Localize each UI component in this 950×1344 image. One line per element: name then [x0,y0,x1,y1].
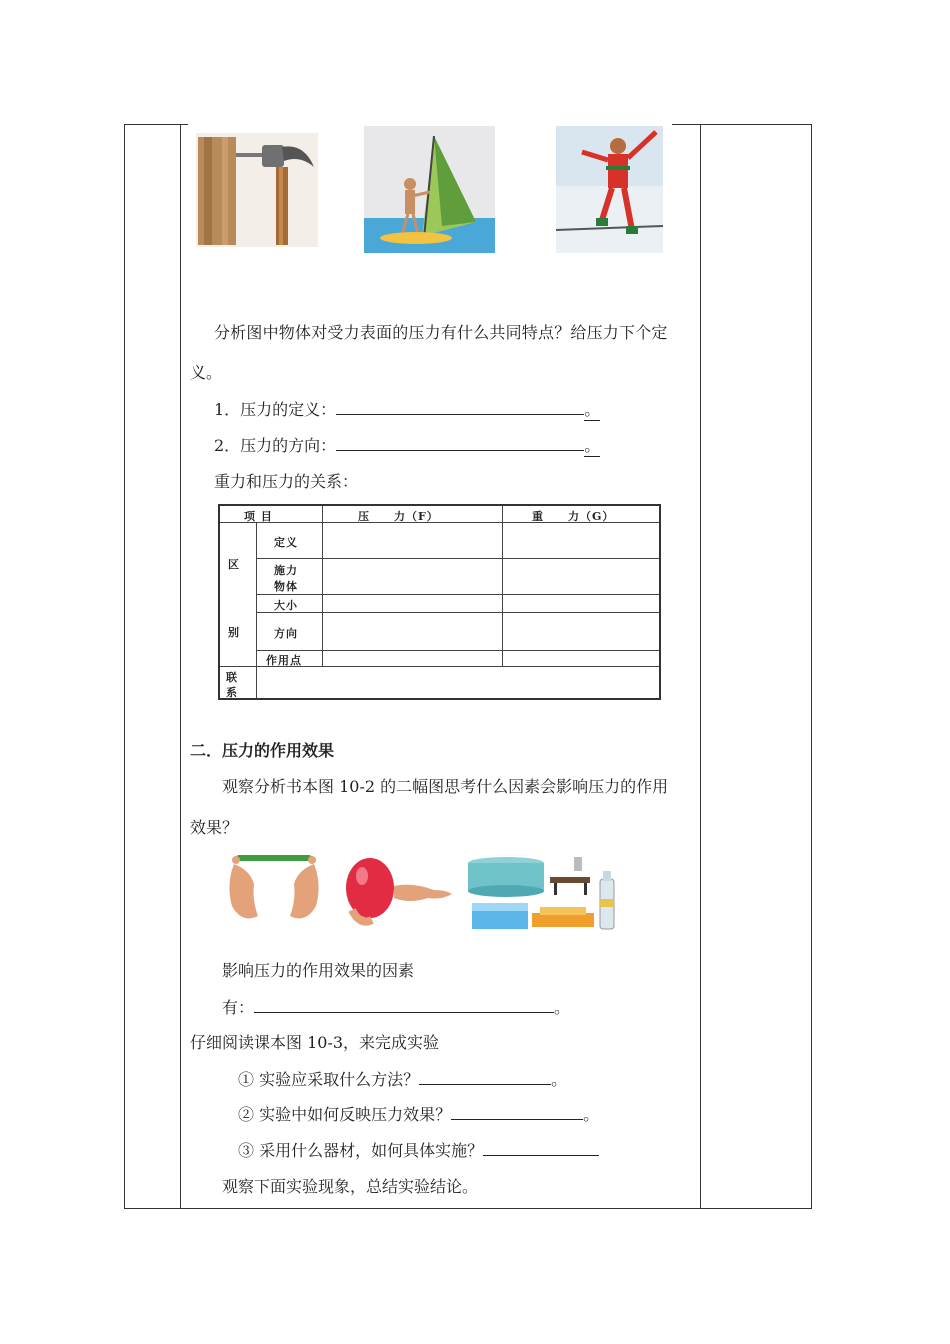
rel-line-r4 [256,650,659,651]
rel-vline-3 [502,506,503,666]
factor-line-1: 影响压力的作用效果的因素 [222,961,415,980]
step-2 [238,1102,599,1125]
rel-vline-2 [322,506,323,666]
hands-pencil-image [224,850,324,926]
balloon-finger-image [342,856,454,928]
step-2-blank[interactable] [451,1105,583,1120]
item-direction-label: 2．压力的方向： [214,436,337,455]
definition-blank[interactable] [336,400,584,415]
relation-title: 重力和压力的关系： [214,472,359,491]
item-direction-end: 。 [584,433,600,457]
item-definition-label: 1．压力的定义： [214,400,337,419]
rel-header-pressure: 压 力（F） [358,510,439,523]
frame-top-left [124,124,188,125]
rel-row-definition: 定义 [274,536,298,549]
step-3 [238,1138,599,1161]
hammer-nail-image [196,133,318,247]
item-definition-end: 。 [584,397,600,421]
factor-line-2 [222,995,570,1018]
rel-row-point: 作用点 [266,654,302,667]
rel-xi: 系 [226,686,238,699]
relation-table [218,504,661,700]
intro-line-1: 分析图中物体对受力表面的压力有什么共同特点？给压力下个定 [214,323,668,342]
frame-col-2 [180,124,181,1208]
experiment-items-image [466,855,624,935]
item-definition [214,397,600,421]
frame-bottom [124,1208,812,1209]
read-instruction: 仔细阅读课本图 10-3，来完成实验 [190,1033,440,1052]
rel-vline-1 [256,522,257,698]
intro-line-2: 义。 [190,363,223,382]
rel-group-bie: 别 [228,626,240,639]
rel-line-r3 [256,612,659,613]
step-1 [238,1067,567,1090]
step-1-end: 。 [551,1070,568,1089]
factor-end: 。 [554,998,571,1017]
frame-top-right [672,124,812,125]
factor-blank[interactable] [254,998,554,1013]
direction-blank[interactable] [336,436,584,451]
rel-row-applier-1: 施力 [274,564,298,577]
frame-col-4 [811,124,812,1208]
item-direction [214,433,600,457]
rel-row-size: 大小 [274,599,298,612]
rel-header-gravity: 重 力（G） [532,510,615,523]
step-1-blank[interactable] [419,1070,551,1085]
step-3-blank[interactable] [483,1141,599,1156]
observe-instruction: 观察下面实验现象，总结实验结论。 [222,1177,479,1196]
step-1-text: ① 实验应采取什么方法？ [238,1070,420,1089]
rel-header-item: 项 目 [244,510,273,523]
rel-row-applier-2: 物体 [274,580,298,593]
step-2-text: ② 实验中如何反映压力效果？ [238,1105,452,1124]
tightrope-walker-image [556,126,663,253]
section2-title: 二．压力的作用效果 [190,741,335,760]
step-3-text: ③ 采用什么器材，如何具体实施？ [238,1141,484,1160]
rel-line-r1 [256,558,659,559]
step-2-end: 。 [583,1105,600,1124]
rel-group-qu: 区 [228,558,240,571]
rel-lian: 联 [226,671,238,684]
frame-col-1 [124,124,125,1208]
rel-row-direction: 方向 [274,627,298,640]
windsurfer-image [364,126,495,253]
section2-question-1: 观察分析书本图 10-2 的二幅图思考什么因素会影响压力的作用 [222,777,669,796]
factor-prefix: 有： [222,998,255,1017]
section2-question-2: 效果？ [190,818,239,837]
frame-col-3 [700,124,701,1208]
rel-line-r2 [256,594,659,595]
